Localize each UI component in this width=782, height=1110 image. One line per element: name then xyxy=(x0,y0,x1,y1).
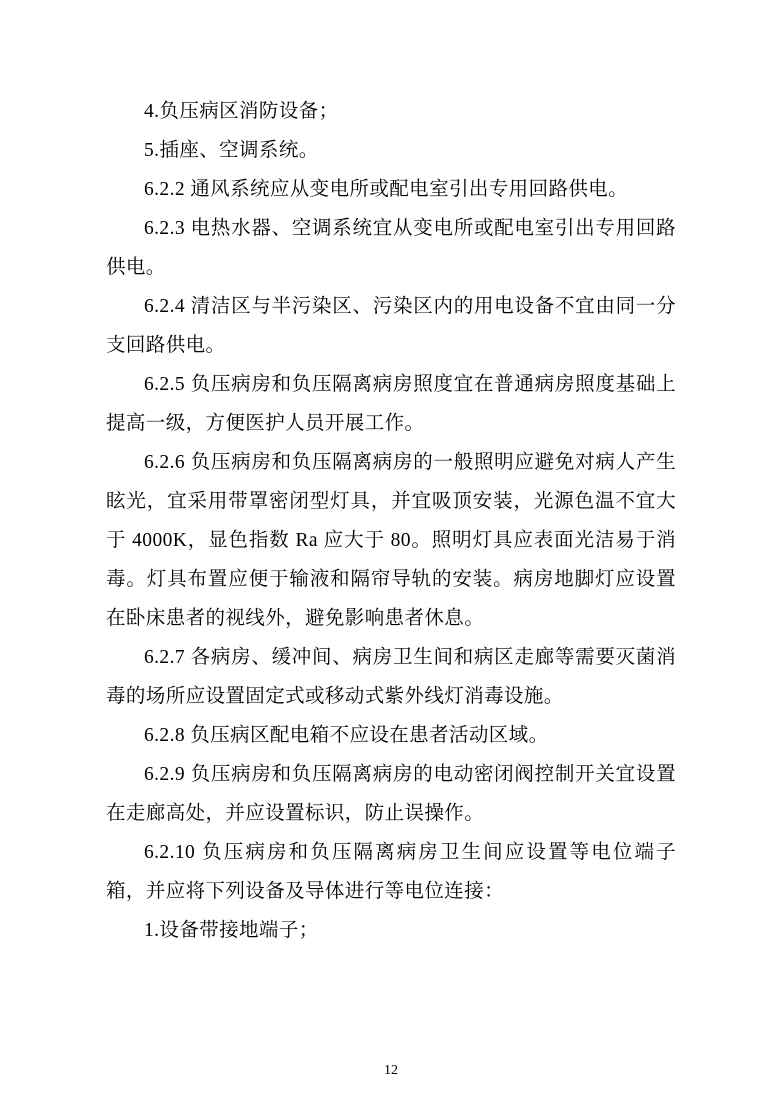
document-body xyxy=(106,92,676,950)
paragraph: 6.2.10 负压病房和负压隔离病房卫生间应设置等电位端子箱，并应将下列设备及导体进行等电位连接： xyxy=(106,842,676,902)
paragraph: 5.插座、空调系统。 xyxy=(144,140,319,161)
paragraph: 4.负压病区消防设备； xyxy=(144,101,339,122)
paragraph: 6.2.6 负压病房和负压隔离病房的一般照明应避免对病人产生眩光，宜采用带罩密闭型灯具，并宜吸顶安装，光源色温不宜大于 4000K，显色指数 Ra 应大于 80。照明灯具应表面光洁易于消毒。灯具布置应便于输液和隔帘导轨的安装。病房地脚灯应设置在卧床患者的视线外，避免影响患者休息。 xyxy=(106,452,676,629)
paragraph: 6.2.4 清洁区与半污染区、污染区内的用电设备不宜由同一分支回路供电。 xyxy=(106,296,676,356)
page-number: 12 xyxy=(384,1063,398,1078)
paragraph: 6.2.7 各病房、缓冲间、病房卫生间和病区走廊等需要灭菌消毒的场所应设置固定式或移动式紫外线灯消毒设施。 xyxy=(106,647,676,707)
paragraph: 6.2.8 负压病区配电箱不应设在患者活动区域。 xyxy=(144,725,549,746)
paragraph: 6.2.2 通风系统应从变电所或配电室引出专用回路供电。 xyxy=(144,179,629,200)
paragraph: 6.2.5 负压病房和负压隔离病房照度宜在普通病房照度基础上提高一级，方便医护人员开展工作。 xyxy=(106,374,676,434)
paragraph: 6.2.9 负压病房和负压隔离病房的电动密闭阀控制开关宜设置在走廊高处，并应设置标识，防止误操作。 xyxy=(106,764,676,824)
paragraph: 6.2.3 电热水器、空调系统宜从变电所或配电室引出专用回路供电。 xyxy=(106,218,676,278)
paragraph: 1.设备带接地端子； xyxy=(144,920,319,941)
